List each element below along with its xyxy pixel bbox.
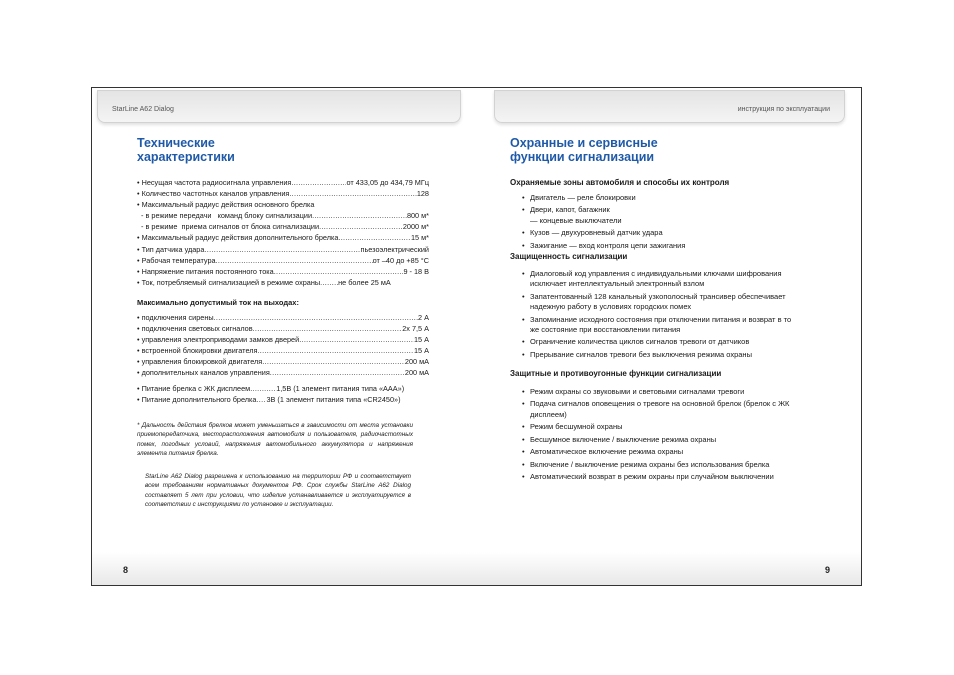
spec-row: • Ток, потребляемый сигнализацией в режиме охраны ..... не более 25 мА <box>137 277 429 288</box>
list-item: • Включение / выключение режима охраны без использования брелка <box>522 460 792 470</box>
list-item: • Бесшумное включение / выключение режима охраны <box>522 435 792 445</box>
left-header-tab <box>97 90 461 123</box>
list-item: • Подача сигналов оповещения о тревоге на основной брелок (брелок с ЖК дисплеем) <box>522 399 792 420</box>
right-page-title: Охранные и сервисные функции сигнализации <box>510 136 658 164</box>
current-row: • подключения сирены ..... 2 А <box>137 312 429 323</box>
current-row: • подключения световых сигналов ..... 2х 7,5 А <box>137 323 429 334</box>
spec-row: - в режиме приема сигналов от блока сигнализации ..... 2000 м* <box>137 221 429 232</box>
spec-list <box>137 177 429 288</box>
list-item: • Кузов — двухуровневый датчик удара <box>522 228 792 238</box>
section-heading-zones: Охраняемые зоны автомобиля и способы их контроля <box>510 178 730 187</box>
right-page <box>477 88 861 585</box>
page-number-left: 8 <box>123 565 129 575</box>
list-item: • Ограничение количества циклов сигналов тревоги от датчиков <box>522 337 792 347</box>
list-item: • Режим бесшумной охраны <box>522 422 792 432</box>
spec-row: - в режиме передачи команд блоку сигнализации ..... 800 м* <box>137 210 429 221</box>
list-item: • Режим охраны со звуковыми и световыми сигналами тревоги <box>522 387 792 397</box>
current-heading: Максимально допустимый ток на выходах: <box>137 298 299 307</box>
left-header-text: StarLine A62 Dialog <box>112 106 174 113</box>
list-item: • Диалоговый код управления с индивидуальными ключами шифрования исключает интеллектуальный электронный взлом <box>522 269 792 290</box>
left-page-title: Технические характеристики <box>137 136 235 164</box>
current-row: • управления блокировкой двигателя ..... 200 мА <box>137 356 429 367</box>
list-item: • Двигатель — реле блокировки <box>522 193 792 203</box>
spec-row: • Рабочая температура ..... от –40 до +85 °С <box>137 255 429 266</box>
power-row: • Питание дополнительного брелка ..... 3В (1 элемент питания типа «CR2450») <box>137 394 429 405</box>
zones-list <box>522 193 792 253</box>
antitheft-list <box>522 387 792 485</box>
spec-row: • Максимальный радиус действия основного брелка <box>137 200 315 210</box>
current-row: • встроенной блокировки двигателя ..... 15 А <box>137 345 429 356</box>
list-item: • Зажигание — вход контроля цепи зажигания <box>522 241 792 251</box>
list-item: • Прерывание сигналов тревоги без выключения режима охраны <box>522 350 792 360</box>
document-spread <box>91 87 862 586</box>
section-heading-antitheft: Защитные и противоугонные функции сигнализации <box>510 369 722 378</box>
list-item: • Запоминание исходного состояния при отключении питания и возврат в то же состояние при восстановлении питания <box>522 315 792 336</box>
right-footer <box>477 552 861 585</box>
current-row: • управления электроприводами замков дверей ..... 15 А <box>137 334 429 345</box>
spec-row: • Тип датчика удара ..... пьезоэлектрический <box>137 244 429 255</box>
spec-row: • Несущая частота радиосигнала управления ..... от 433,05 до 434,79 МГц <box>137 177 429 188</box>
power-list <box>137 383 429 405</box>
spec-row: • Напряжение питания постоянного тока ..... 9 - 18 В <box>137 266 429 277</box>
spec-row: • Максимальный радиус действия дополнительного брелка ..... 15 м* <box>137 232 429 243</box>
right-header-text: инструкция по эксплуатации <box>737 106 830 113</box>
page-number-right: 9 <box>824 565 830 575</box>
security-list <box>522 269 792 362</box>
left-footer <box>92 552 477 585</box>
spec-row: • Количество частотных каналов управления ..... 128 <box>137 188 429 199</box>
list-item: • Запатентованный 128 канальный узкополосный трансивер обеспечивает надежную работу в условиях городских помех <box>522 292 792 313</box>
list-item: • Автоматический возврат в режим охраны при случайном выключении <box>522 472 792 482</box>
range-footnote: * Дальность действия брелков может уменьшаться в зависимости от места установки приемопередатчика, месторасположения автомобиля и пользователя, радиочастотных помех, погодных условий, напряжения автомобильного аккумулятора и напряжения элемента питания брелка. <box>137 422 413 458</box>
certification-note: StarLine A62 Dialog разрешена к использованию на территории РФ и соответствует всем требованиям нормативных документов РФ. Срок службы StarLine A62 Dialog составляет 5 лет при условии, что изделие устанавливается и эксплуатируется в соответствии с инструкциями по установке и эксплуатации. <box>145 473 411 509</box>
current-list <box>137 312 429 379</box>
list-item: • Автоматическое включение режима охраны <box>522 447 792 457</box>
list-item: • Двери, капот, багажник — концевые выключатели <box>522 205 792 226</box>
left-page <box>92 88 477 585</box>
section-heading-security: Защищенность сигнализации <box>510 252 628 261</box>
right-header-tab <box>494 90 845 123</box>
current-row: • дополнительных каналов управления ..... 200 мА <box>137 367 429 378</box>
power-row: • Питание брелка с ЖК дисплеем ..... 1,5В (1 элемент питания типа «ААА») <box>137 383 429 394</box>
